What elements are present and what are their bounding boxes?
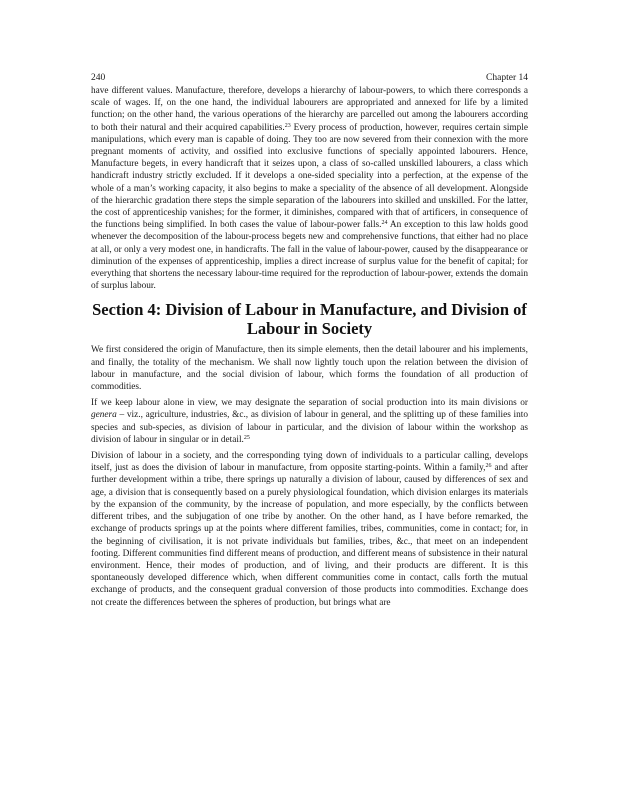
paragraph (91, 450, 528, 609)
paragraph-text: – viz., agriculture, industries, &c., as division of labour in general, and the splitting up of these families into species and sub-species, as division of labour in particular, and the division of labour within the workshop as division of labour in singular or in detail. (91, 410, 528, 445)
italic-term: genera (91, 410, 117, 421)
footnote-ref-25[interactable]: 25 (243, 434, 250, 441)
footnote-ref-24[interactable]: 24 (381, 220, 388, 227)
paragraph-text: and after further development within a tribe, there springs up naturally a division of labour, caused by differences of sex and age, a division that is consequently based on a purely physiological foundation, which division enlarges its materials by the expansion of the community, by the increase of population, and more especially, by the conflicts between different tribes, and the subjugation of one tribe by another. On the other hand, as I have before remarked, the exchange of products springs up at the points where different families, tribes, communities, come in contact; for, in the beginning of civilisation, it is not private individuals but families, tribes, &c., that meet on an independent footing. Different communities find different means of production, and different means of subsistence in their natural environment. Hence, their modes of production, and of living, and their products are different. It is this spontaneously developed difference which, when different communities come in contact, calls forth the mutual exchange of products, and the consequent gradual conversion of those products into commodities. Exchange does not create the differences between the spheres of production, but brings what are (91, 463, 529, 608)
running-header (91, 71, 528, 85)
paragraph-text: have different values. Manufacture, therefore, develops a hierarchy of labour-powers, to which there corresponds a scale of wages. If, on the one hand, the individual labourers are appropriated and annexed for life by a limited function; on the other hand, the various operations of the hierarchy are parcelled out among the labourers according to both their natural and their acquired capabilities. (91, 86, 528, 133)
paragraph (91, 344, 528, 393)
paragraph-text: Every process of production, however, requires certain simple manipulations, which every man is capable of doing. They too are now severed from their connexion with the more pregnant moments of activity, and ossified into exclusive functions of specially appointed labourers. Hence, Manufacture begets, in every handicraft that it seizes upon, a class of so-called unskilled labourers, a class which handicraft industry strictly excluded. If it develops a one-sided speciality into a perfection, at the expense of the whole of a man’s working capacity, it also begins to make a speciality of the absence of all development. Alongside of the hierarchic gradation there steps the simple separation of the labourers into skilled and unskilled. For the latter, the cost of apprenticeship vanishes; for the former, it diminishes, compared with that of artificers, in consequence of the functions being simplified. In both cases the value of labour-power falls. (91, 122, 528, 231)
footnote-ref-26[interactable]: 26 (485, 463, 492, 470)
page-body (91, 85, 528, 613)
chapter-label: Chapter 14 (486, 73, 528, 83)
paragraph-continuation (91, 85, 528, 292)
paragraph (91, 397, 528, 446)
paragraph-text: Division of labour in a society, and the corresponding tying down of individuals to a particular calling, develops itself, just as does the division of labour in manufacture, from opposite starting-points. Within a family, (91, 451, 528, 474)
page-number: 240 (91, 73, 106, 83)
paragraph-text: An exception to this law holds good whenever the decomposition of the labour-process begets new and comprehensive functions, that either had no place at all, or only a very modest one, in handicrafts. The fall in the value of labour-power, caused by the disappearance or diminution of the expenses of apprenticeship, implies a direct increase of surplus value for the benefit of capital; for everything that shortens the necessary labour-time required for the reproduction of labour-power, extends the domain of surplus labour. (91, 220, 528, 292)
paragraph-text: If we keep labour alone in view, we may designate the separation of social production into its main divisions or (91, 398, 528, 409)
footnote-ref-23[interactable]: 23 (284, 122, 291, 129)
paragraph-text: We first considered the origin of Manufacture, then its simple elements, then the detail labourer and his implements, and finally, the totality of the mechanism. We shall now lightly touch upon the relation between the division of labour in manufacture, and the social division of labour, which forms the foundation of all production of commodities. (91, 345, 528, 393)
section-heading: Section 4: Division of Labour in Manufacture, and Division of Labour in Society (92, 300, 527, 339)
